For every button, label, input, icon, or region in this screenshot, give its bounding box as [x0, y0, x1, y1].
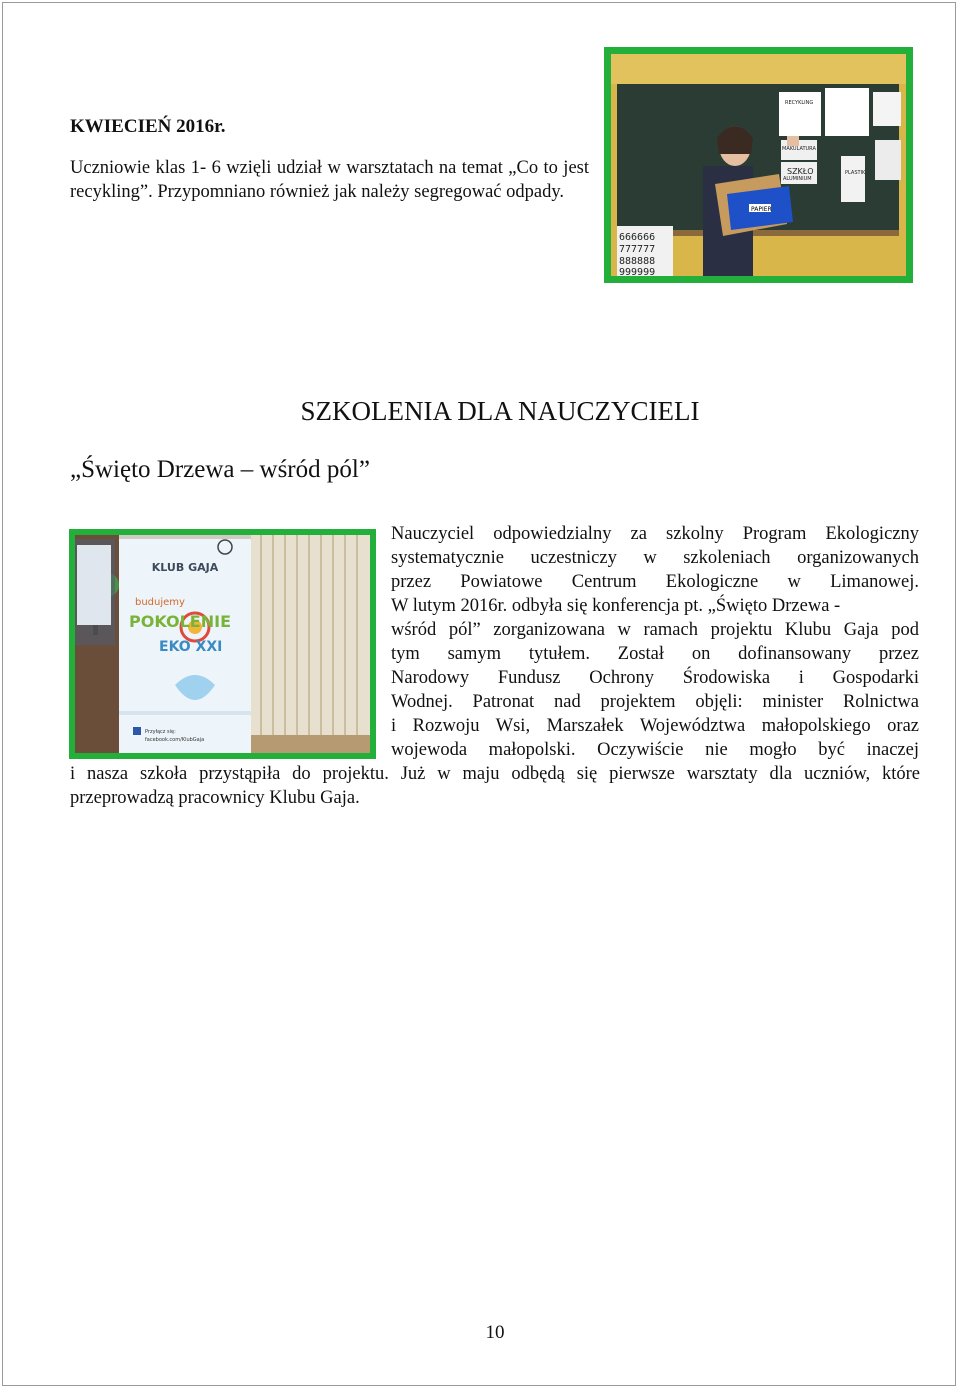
paragraph-line: systematycznie uczestniczy w szkoleniach organizowanych	[391, 548, 919, 568]
banner-brand: KLUB GAJA	[151, 561, 219, 574]
paragraph-line: przeprowadzą pracownicy Klubu Gaja.	[70, 788, 360, 808]
paragraph-continuation	[70, 762, 920, 810]
banner-facebook-2: facebook.com/KlubGaja	[145, 737, 205, 743]
banner-eko: EKO XXI	[159, 639, 223, 655]
intro-paragraph: Uczniowie klas 1- 6 wzięli udział w warsztatach na temat „Co to jest recykling”. Przypomniano również jak należy segregować odpady.	[70, 158, 589, 202]
board-label: ALUMINIUM	[783, 176, 812, 182]
wrapped-paragraph	[391, 522, 919, 762]
board-label: SZKŁO	[787, 167, 814, 176]
box-label: PAPIER	[751, 206, 772, 213]
paragraph-line: Narodowy Fundusz Ochrony Środowiska i Gospodarki	[391, 668, 919, 688]
page-number: 10	[485, 1322, 505, 1343]
paragraph-line: i nasza szkoła przystąpiła do projektu. Już w maju odbędą się pierwsze warsztaty dla uczniów, które	[70, 764, 920, 784]
numbers-line: 999999	[619, 267, 656, 276]
paragraph-line: wojewoda małopolski. Oczywiście nie mogło być inaczej	[391, 740, 919, 760]
banner-facebook-1: Przyłącz się:	[145, 729, 176, 735]
photo-klub-gaja-banner	[69, 529, 376, 759]
paragraph-line: tym samym tytułem. Został on dofinansowany przez	[391, 644, 919, 664]
numbers-line: 666666	[619, 232, 656, 243]
paragraph-line: Nauczyciel odpowiedzialny za szkolny Program Ekologiczny	[391, 524, 919, 544]
section-subheading: „Święto Drzewa – wśród pól”	[70, 456, 370, 483]
paragraph-line: Wodnej. Patronat nad projektem objęli: minister Rolnictwa	[391, 692, 919, 712]
paragraph-line: i Rozwoju Wsi, Marszałek Województwa małopolskiego oraz	[391, 716, 919, 736]
board-label: MAKULATURA	[782, 146, 816, 152]
numbers-line: 888888	[619, 256, 656, 267]
photo-recycling-workshop	[604, 47, 913, 283]
paragraph-line: wśród pól” zorganizowana w ramach projektu Klubu Gaja pod	[391, 620, 919, 640]
section-heading: SZKOLENIA DLA NAUCZYCIELI	[300, 396, 700, 426]
banner-slogan-small: budujemy	[135, 597, 185, 608]
banner-slogan-big: POKOLENIE	[129, 612, 232, 631]
paragraph-line: przez Powiatowe Centrum Ekologiczne w Limanowej.	[391, 572, 919, 592]
section-title-april: KWIECIEŃ 2016r.	[70, 116, 226, 137]
paragraph-line: W lutym 2016r. odbyła się konferencja pt. „Święto Drzewa -	[391, 596, 841, 616]
numbers-line: 777777	[619, 244, 656, 255]
board-label: PLASTIK	[845, 170, 866, 176]
board-label: RECYKLING	[785, 100, 814, 106]
